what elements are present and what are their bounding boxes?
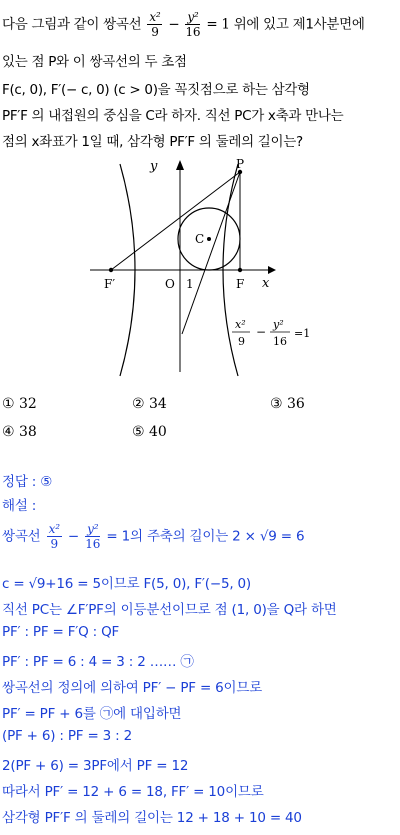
label-1: 1 [186, 277, 194, 291]
s1-minus: − [67, 528, 80, 545]
label-Fp: F′ [104, 277, 116, 291]
s1-prefix: 쌍곡선 [2, 528, 41, 545]
s1-x-fraction [47, 522, 62, 551]
choice-2-value: 34 [149, 396, 167, 412]
solution-line-8: (PF + 6) : PF = 3 : 2 [2, 728, 132, 744]
choice-4-value: 38 [19, 424, 37, 440]
choice-3-value: 36 [287, 396, 305, 412]
choice-4[interactable] [2, 424, 37, 440]
eq-y-numerator: y² [187, 10, 199, 24]
equation-x-fraction [147, 10, 162, 39]
choice-4-mark: ④ [2, 424, 15, 440]
choice-3-mark: ③ [270, 396, 283, 412]
choice-5-value: 40 [149, 424, 167, 440]
center-C-point [207, 237, 211, 241]
curve-eq-x-num: x² [235, 318, 246, 331]
eq-x-denominator: 9 [151, 25, 159, 39]
solution-line-6: 쌍곡선의 정의에 의하여 PF′ − PF = 6이므로 [2, 680, 263, 696]
s1-x-num: x² [48, 522, 60, 536]
eq-x-numerator: x² [149, 10, 161, 24]
eq-rhs: = 1 [206, 16, 230, 33]
eq-minus: − [168, 16, 180, 33]
choice-1[interactable] [2, 396, 37, 412]
point-Fp [109, 268, 113, 272]
problem-line-2: 있는 점 P와 이 쌍곡선의 두 초점 [2, 54, 187, 70]
segment-Fp-P [111, 172, 240, 270]
curve-eq-x-den: 9 [238, 335, 245, 348]
curve-eq-rhs: =1 [294, 327, 311, 340]
choice-2[interactable] [132, 396, 167, 412]
label-x: x [262, 276, 270, 291]
solution-line-10: 따라서 PF′ = 12 + 6 = 18, FF′ = 10이므로 [2, 784, 264, 800]
label-y: y [150, 159, 158, 174]
s1-x-den: 9 [50, 537, 58, 551]
problem-line-5: 점의 x좌표가 1일 때, 삼각형 PF′F 의 둘레의 길이는? [2, 134, 303, 150]
solution-line-4: PF′ : PF = F′Q : QF [2, 624, 120, 640]
solution-line-3: 직선 PC는 ∠F′PF의 이등분선이므로 점 (1, 0)을 Q라 하면 [2, 602, 337, 618]
point-F [238, 268, 242, 272]
solution-line-2: c = √9+16 = 5이므로 F(5, 0), F′(−5, 0) [2, 576, 251, 592]
answer-line: 정답 : ⑤ [2, 474, 53, 490]
s1-y-fraction [85, 522, 100, 551]
label-P: P [236, 157, 245, 171]
choice-1-value: 32 [19, 396, 37, 412]
s1-suffix: = 1의 주축의 길이는 2 × √9 = 6 [106, 528, 305, 545]
label-O: O [165, 277, 175, 291]
solution-line-1 [2, 522, 304, 551]
s1-y-den: 16 [85, 537, 101, 551]
choice-2-mark: ② [132, 396, 145, 412]
label-F: F [236, 277, 245, 291]
eq-y-denominator: 16 [185, 25, 201, 39]
line-PC [182, 172, 240, 334]
curve-eq-minus: − [256, 325, 267, 339]
problem-line-3: F(c, 0), F′(− c, 0) (c > 0)을 꼭짓점으로 하는 삼각형 [2, 82, 310, 98]
problem-line-1 [2, 10, 365, 39]
s1-y-num: y² [87, 522, 99, 536]
solution-heading: 해설 : [2, 498, 37, 514]
solution-line-5: PF′ : PF = 6 : 4 = 3 : 2 …… ㉠ [2, 654, 194, 670]
equation-y-fraction [185, 10, 200, 39]
line1-suffix: 위에 있고 제1사분면에 [233, 16, 365, 33]
hyperbola-figure [0, 150, 400, 378]
label-C: C [195, 232, 205, 246]
solution-line-9: 2(PF + 6) = 3PF에서 PF = 12 [2, 758, 189, 774]
x-axis-arrow [268, 266, 276, 274]
curve-eq-y-num: y² [273, 318, 284, 331]
solution-line-11: 삼각형 PF′F 의 둘레의 길이는 12 + 18 + 10 = 40 [2, 810, 302, 826]
choice-1-mark: ① [2, 396, 15, 412]
line1-prefix: 다음 그림과 같이 쌍곡선 [2, 16, 142, 33]
y-axis-arrow [176, 160, 184, 170]
solution-line-7: PF′ = PF + 6를 ㉠에 대입하면 [2, 706, 182, 722]
choice-5-mark: ⑤ [132, 424, 145, 440]
curve-eq-y-den: 16 [273, 335, 287, 348]
choice-3[interactable] [270, 396, 305, 412]
choice-5[interactable] [132, 424, 167, 440]
problem-line-4: PF′F 의 내접원의 중심을 C라 하자. 직선 PC가 x축과 만나는 [2, 108, 344, 124]
